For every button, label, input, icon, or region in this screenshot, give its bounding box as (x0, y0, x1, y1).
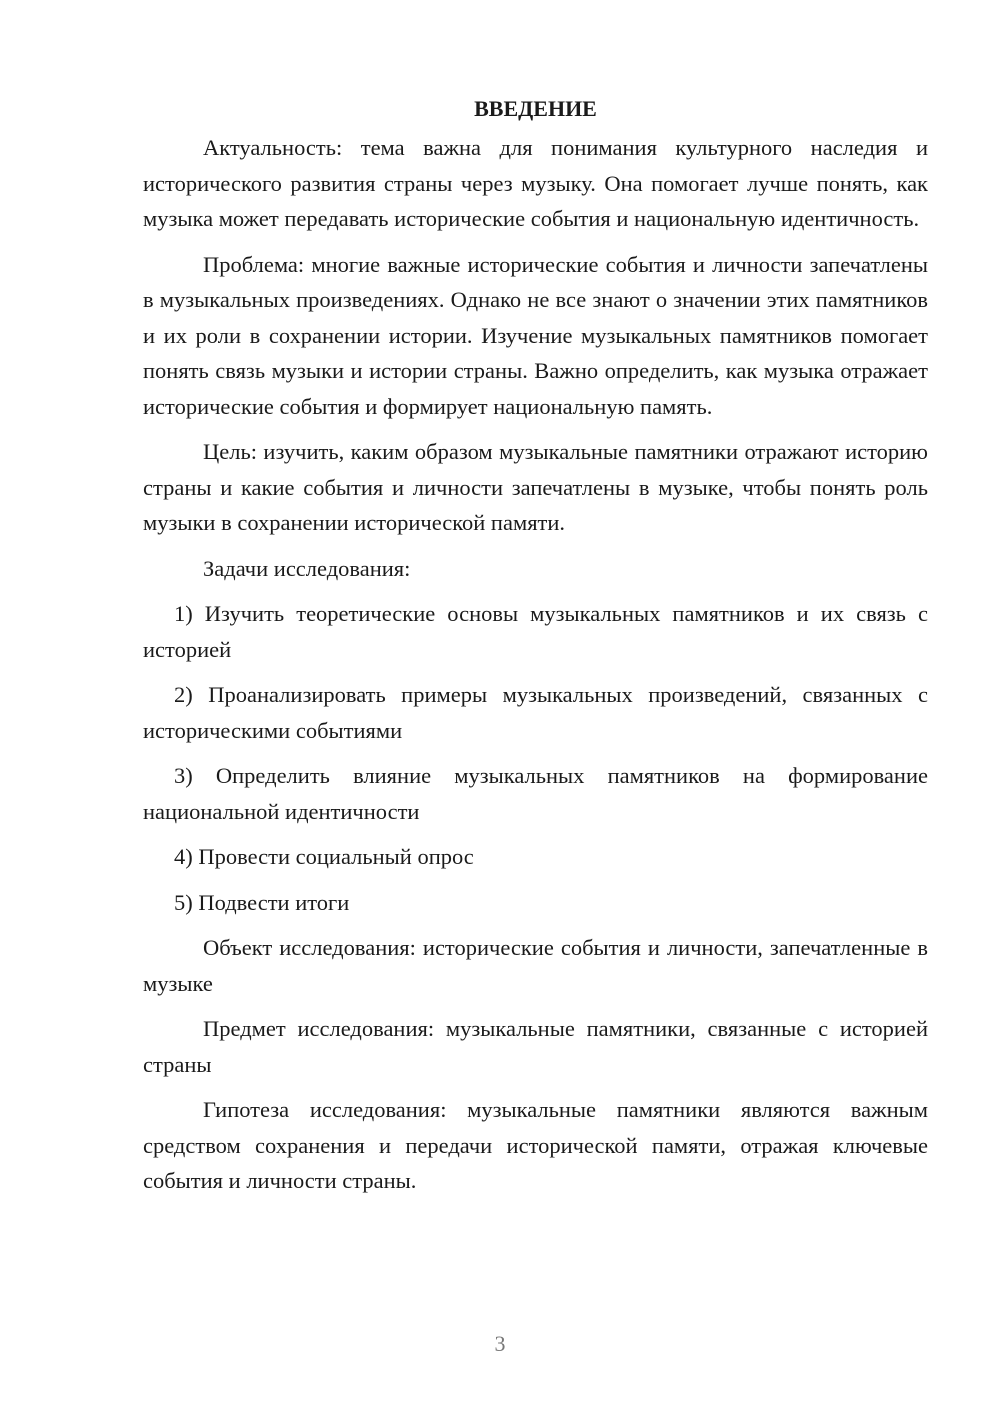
paragraph-goal: Цель: изучить, каким образом музыкальные памятники отражают историю страны и какие события и личности запечатлены в музыке, чтобы понять роль музыки в сохранении исторической памяти. (143, 439, 928, 535)
paragraph-problem: Проблема: многие важные исторические события и личности запечатлены в музыкальных произведениях. Однако не все знают о значении этих памятников и их роли в сохранении истории. Изучение музыкальных памятников помогает понять связь музыки и истории страны. Важно определить, как музыка отражает исторические события и формирует национальную память. (143, 251, 928, 419)
paragraph-object: Объект исследования: исторические события и личности, запечатленные в музыке (143, 935, 928, 996)
paragraph-subject: Предмет исследования: музыкальные памятники, связанные с историей страны (143, 1016, 928, 1077)
paragraph-relevance: Актуальность: тема важна для понимания культурного наследия и исторического развития страны через музыку. Она помогает лучше понять, как музыка может передавать исторические события и национальную идентичность. (143, 135, 928, 231)
section-title: ВВЕДЕНИЕ (474, 96, 597, 121)
task-item-1: 1) Изучить теоретические основы музыкальных памятников и их связь с историей (143, 601, 928, 662)
task-item-3: 3) Определить влияние музыкальных памятников на формирование национальной идентичности (143, 763, 928, 824)
document-page (143, 92, 928, 1209)
paragraph-hypothesis: Гипотеза исследования: музыкальные памятники являются важным средством сохранения и передачи исторической памяти, отражая ключевые события и личности страны. (143, 1097, 928, 1193)
page-number: 3 (494, 1331, 506, 1356)
task-item-5: 5) Подвести итоги (174, 889, 350, 915)
task-item-2: 2) Проанализировать примеры музыкальных произведений, связанных с историческими событиями (143, 682, 928, 743)
paragraph-tasks-heading: Задачи исследования: (203, 555, 411, 581)
task-item-4: 4) Провести социальный опрос (174, 844, 474, 869)
